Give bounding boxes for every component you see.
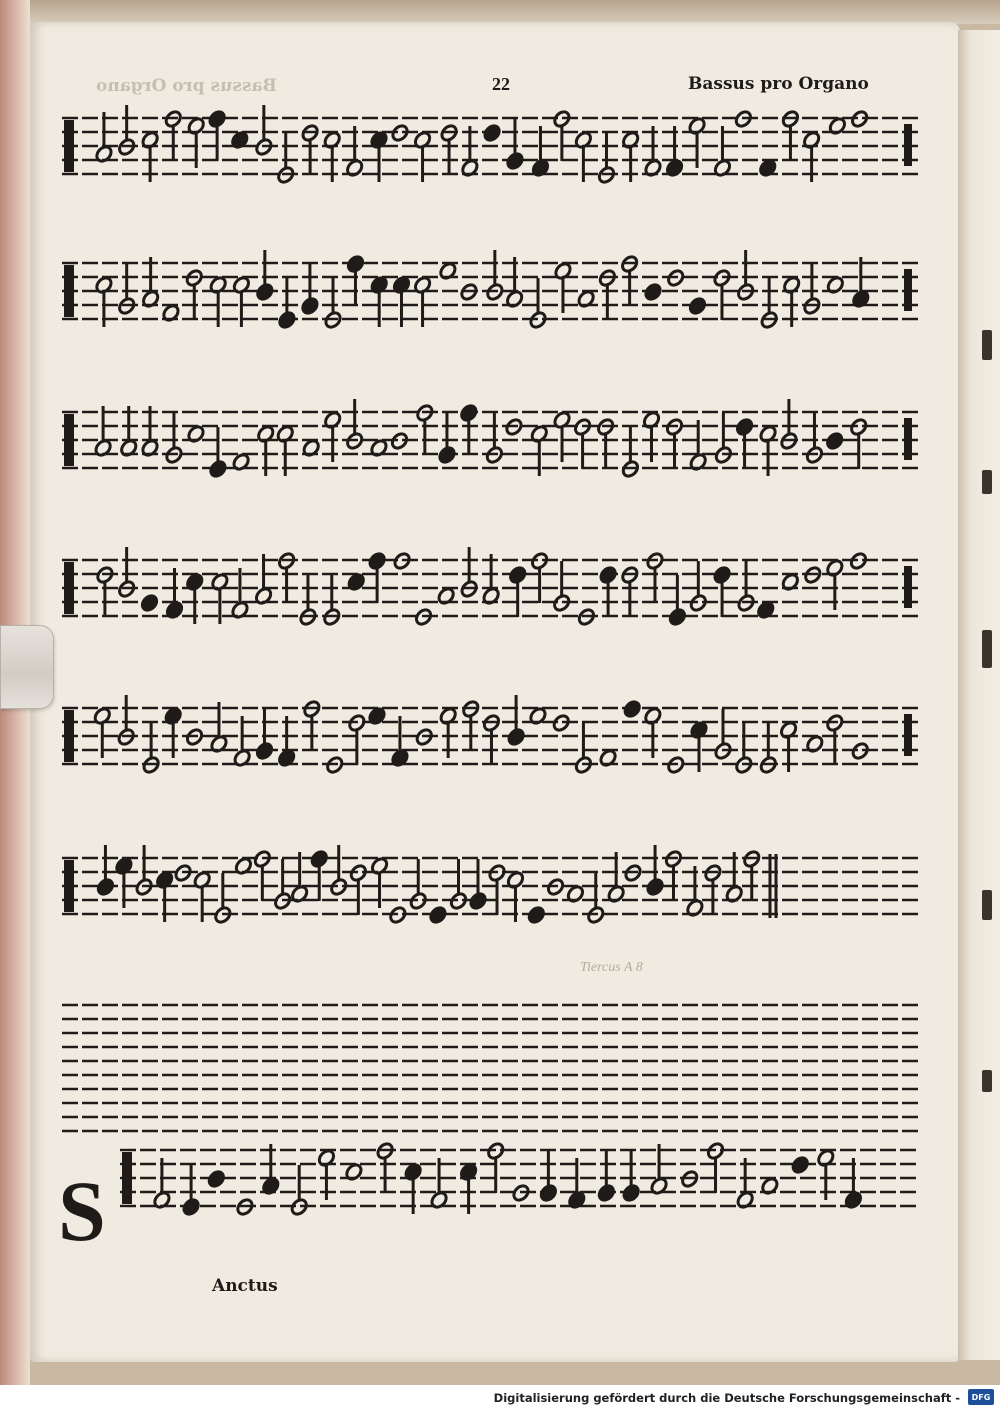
running-head: Bassus pro Organo: [688, 74, 869, 94]
bleed-through-heading: Bassus pro Organo: [96, 76, 277, 96]
footer-credit: Digitalisierung gefördert durch die Deutsche Forschungsgemeinschaft -: [493, 1391, 960, 1405]
note-head: [390, 431, 410, 451]
clef: [122, 1152, 132, 1204]
footer-bar: [0, 1385, 1000, 1410]
clef: [64, 265, 74, 317]
note-head: [825, 431, 845, 451]
note-head: [206, 1169, 226, 1189]
note-head: [850, 741, 870, 761]
initial-letter: S: [58, 1163, 106, 1259]
note-head: [140, 593, 160, 613]
clef: [64, 562, 74, 614]
note-head: [643, 282, 663, 302]
clef: [64, 860, 74, 912]
note-head: [849, 551, 869, 571]
note-head: [390, 123, 410, 143]
custos: [904, 418, 912, 460]
bleed-through-voice-label: Tiercus A 8: [580, 960, 643, 975]
custos: [904, 124, 912, 166]
note-head: [790, 1155, 810, 1175]
dfg-logo: DFG: [968, 1389, 994, 1405]
note-head: [482, 123, 502, 143]
custos: [904, 269, 912, 311]
custos: [904, 714, 912, 756]
clef: [64, 414, 74, 466]
custos: [904, 566, 912, 608]
note-head: [428, 905, 448, 925]
note-head: [551, 713, 571, 733]
clef: [64, 120, 74, 172]
clef: [64, 710, 74, 762]
note-head: [850, 109, 870, 129]
note-head: [688, 296, 708, 316]
note-head: [526, 905, 546, 925]
page-number: 22: [492, 74, 510, 94]
catchword: Anctus: [212, 1276, 278, 1296]
note-head: [622, 699, 642, 719]
